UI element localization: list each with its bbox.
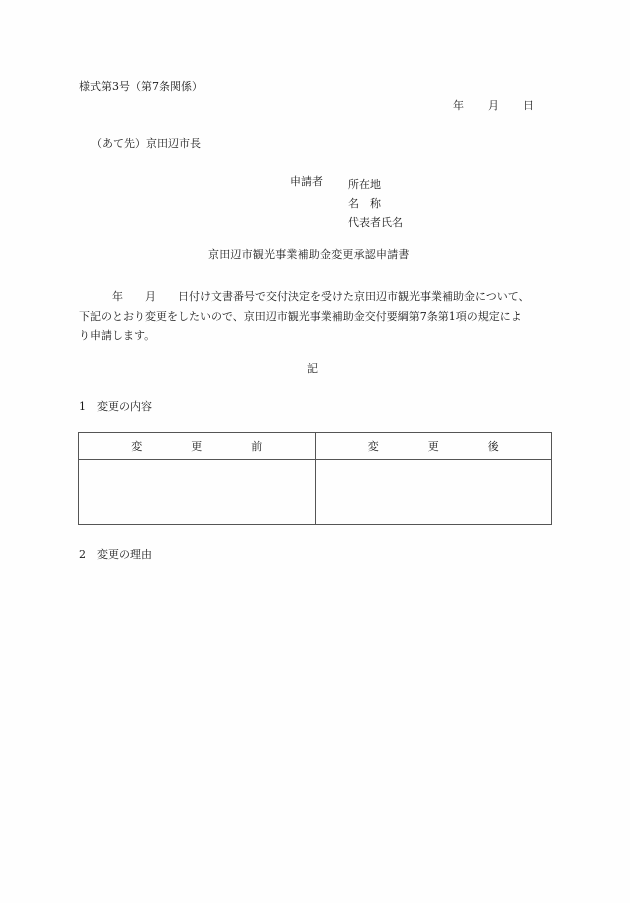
date-line xyxy=(453,99,534,113)
table-row xyxy=(79,460,552,525)
body-paragraph xyxy=(79,287,557,346)
changes-table xyxy=(78,432,552,525)
year-label: 年 xyxy=(453,99,464,112)
header-before: 変 更 前 xyxy=(79,433,316,460)
ki-heading: 記 xyxy=(307,362,318,375)
body-line-2: 下記のとおり変更をしたいので、京田辺市観光事業補助金交付要綱第7条第1項の規定によ xyxy=(79,309,522,323)
document-title: 京田辺市観光事業補助金変更承認申請書 xyxy=(208,248,410,261)
applicant-address-label: 所在地 xyxy=(348,178,381,191)
header-after: 変 更 後 xyxy=(315,433,552,460)
section-2-number: 2 xyxy=(79,548,86,561)
month-label: 月 xyxy=(488,99,499,112)
addressee: （あて先）京田辺市長 xyxy=(91,137,201,150)
body-line-3: り申請します。 xyxy=(79,329,156,342)
applicant-label: 申請者 xyxy=(290,175,323,188)
section-2-heading xyxy=(79,548,152,562)
cell-before[interactable] xyxy=(79,460,316,525)
changes-table-header xyxy=(79,433,552,460)
applicant-representative-label: 代表者氏名 xyxy=(348,216,403,229)
section-1-number: 1 xyxy=(79,400,86,413)
applicant-fields xyxy=(348,175,403,232)
section-1-title: 変更の内容 xyxy=(97,400,152,413)
day-label: 日 xyxy=(523,99,534,112)
section-2-title: 変更の理由 xyxy=(97,548,152,561)
cell-after[interactable] xyxy=(315,460,552,525)
section-1-heading xyxy=(79,400,152,414)
applicant-name-label: 名 称 xyxy=(348,197,381,210)
body-line-1: 年 月 日付け文書番号で交付決定を受けた京田辺市観光事業補助金について、 xyxy=(79,290,530,303)
form-number: 様式第3号（第7条関係） xyxy=(79,80,203,93)
